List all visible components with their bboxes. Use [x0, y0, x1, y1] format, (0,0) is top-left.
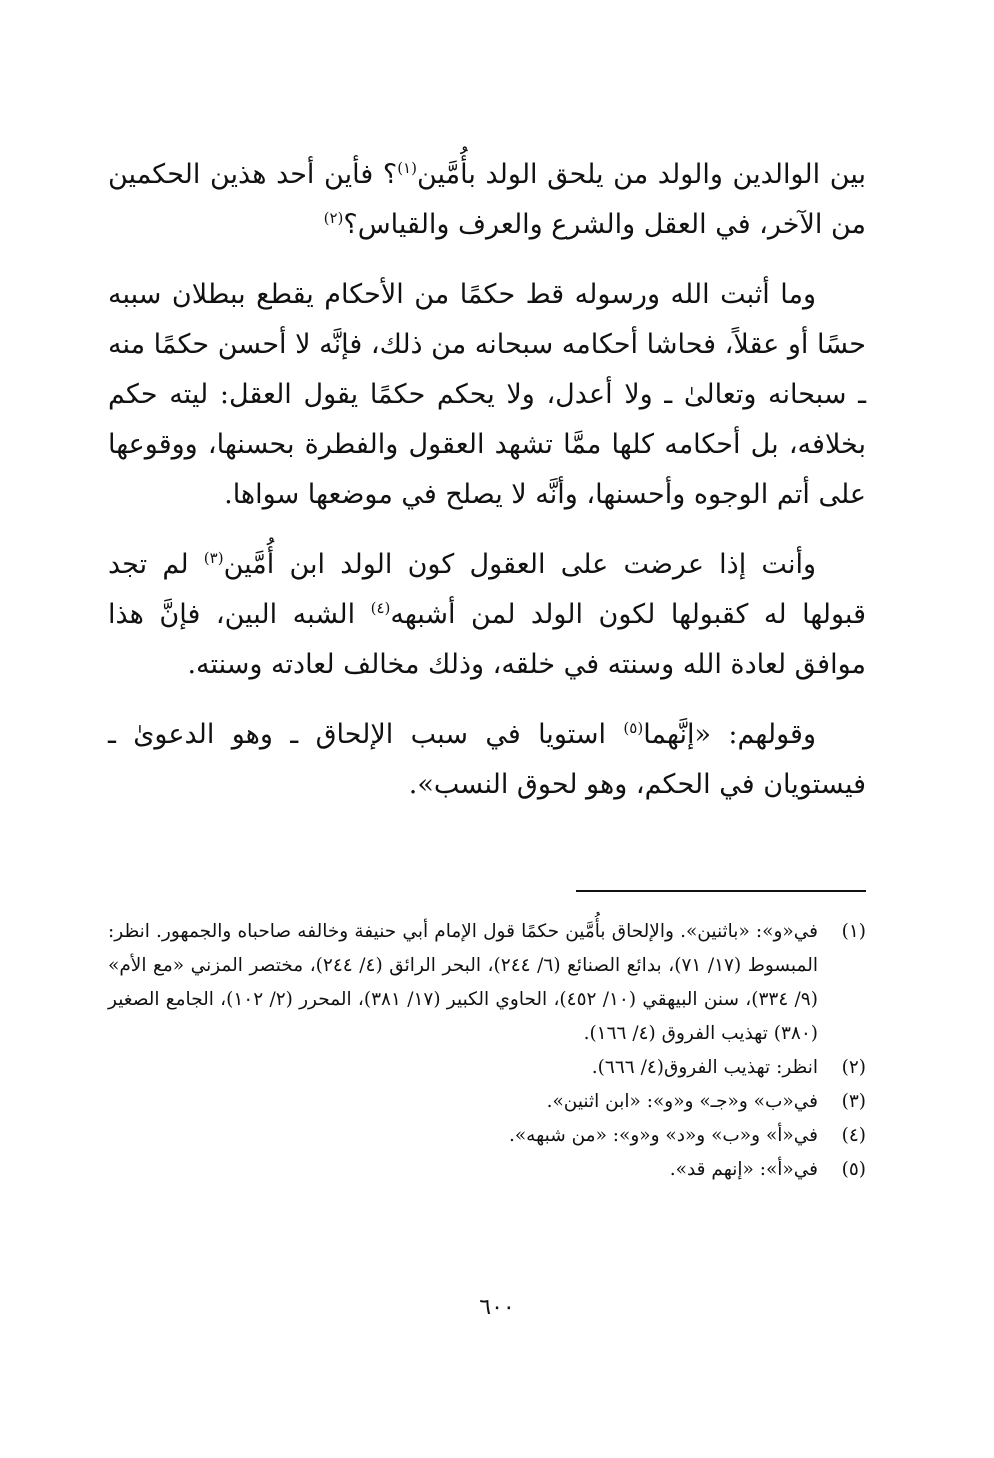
page-number: ٦٠٠: [479, 1295, 515, 1320]
footnote-ref-2[interactable]: (٢): [323, 209, 344, 227]
footnote-ref-5[interactable]: (٥): [623, 719, 644, 737]
footnote-4: [108, 1119, 866, 1153]
footnote-ref-3[interactable]: (٣): [203, 549, 224, 567]
footnote-number: (٤): [841, 1125, 866, 1146]
footnote-text: في«أ» و«ب» و«د» و«و»: «من شبهه».: [508, 1125, 818, 1146]
footnote-number: (٥): [841, 1159, 866, 1180]
paragraph-1: [108, 150, 866, 250]
paragraph-1-text-a: بين الوالدين والولد من يلحق الولد بأُمَّين: [416, 159, 866, 190]
paragraph-2: وما أثبت الله ورسوله قط حكمًا من الأحكام يقطع ببطلان سببه حسًا أو عقلاً، فحاشا أحكامه سبحانه من ذلك، فإنَّه لا أحسن حكمًا منه ـ سبحانه وتعالىٰ ـ ولا أعدل، ولا يحكم حكمًا يقول العقل: ليته حكم بخلافه، بل أحكامه كلها ممَّا تشهد العقول والفطرة بحسنها، ووقوعها على أتم الوجوه وأحسنها، وأنَّه لا يصلح في موضعها سواها.: [108, 279, 866, 510]
paragraph-3-text-c: الشبه البين، فإنَّ هذا موافق لعادة الله وسنته في خلقه، وذلك مخالف لعادته وسنته.: [108, 599, 866, 680]
footnote-1: [108, 915, 866, 1051]
footnote-number: (٢): [841, 1057, 866, 1078]
footnote-text: في«ب» و«جـ» و«و»: «ابن اثنين».: [546, 1091, 818, 1112]
footnote-text: في«أ»: «إنهم قد».: [669, 1159, 818, 1180]
footnote-text: انظر: تهذيب الفروق(٤/ ٦٦٦).: [591, 1057, 818, 1078]
paragraph-4-text-a: وقولهم: «إنَّهما: [643, 719, 816, 750]
paragraph-1-text-b: ؟ فأين أحد هذين الحكمين من الآخر، في العقل والشرع والعرف والقياس؟: [108, 159, 866, 240]
footnote-separator: [576, 890, 866, 892]
footnote-text: في«و»: «باثنين». والإلحاق بأُمَّين حكمًا قول الإمام أبي حنيفة وخالفه صاحباه والجمهور. انظر: المبسوط (١٧/ ٧١)، بدائع الصنائع (٦/ ٢٤٤)، البحر الرائق (٤/ ٢٤٤)، مختصر المزني «مع الأم» (٩/ ٣٣٤)، سنن البيهقي (١٠/ ٤٥٢)، الحاوي الكبير (١٧/ ٣٨١)، المحرر (٢/ ١٠٢)، الجامع الصغير (٣٨٠) تهذيب الفروق (٤/ ١٦٦).: [108, 921, 818, 1044]
paragraph-3: [108, 540, 866, 690]
footnote-ref-1[interactable]: (١): [397, 159, 417, 177]
footnote-number: (٣): [841, 1091, 866, 1112]
footnote-2: [108, 1051, 866, 1085]
paragraph-4-text-b: استويا في سبب الإلحاق ـ وهو الدعوىٰ ـ فيستويان في الحكم، وهو لحوق النسب».: [108, 719, 866, 800]
footnote-3: [108, 1085, 866, 1119]
paragraph-3-text-b: لم تجد قبولها له كقبولها لكون الولد لمن أشبهه: [108, 549, 866, 630]
paragraph-3-text-a: وأنت إذا عرضت على العقول كون الولد ابن أُمَّين: [223, 549, 816, 580]
main-text: [108, 150, 866, 830]
footnotes-section: [108, 915, 866, 1187]
footnote-5: [108, 1153, 866, 1187]
paragraph-4: [108, 710, 866, 810]
footnote-ref-4[interactable]: (٤): [370, 599, 391, 617]
footnote-number: (١): [841, 921, 866, 942]
